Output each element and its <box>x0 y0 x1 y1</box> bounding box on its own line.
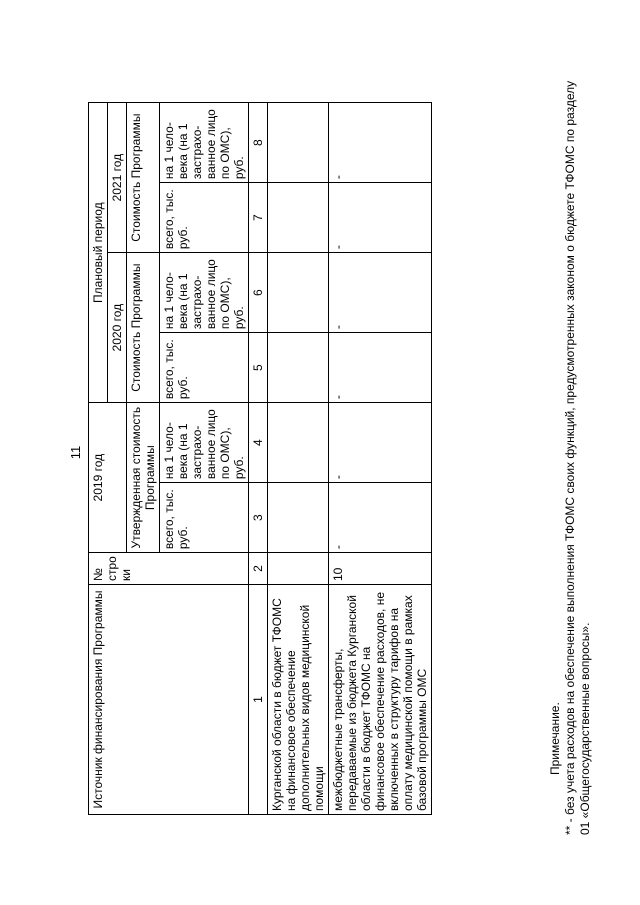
header-row-no: № стро ки <box>89 553 249 585</box>
header-year-2020: 2020 год <box>108 253 127 403</box>
header-program-cost-2021: Стоимость Программы <box>127 103 160 253</box>
row-value <box>268 253 329 333</box>
header-per-person-2021: на 1 чело-века (на 1 застрахо-ванное лицо по ОМС), руб. <box>160 103 249 183</box>
table-row <box>268 103 329 815</box>
row-value: - <box>329 483 432 553</box>
row-value <box>268 103 329 183</box>
header-planned-period: Плановый период <box>89 103 108 403</box>
col-num-5: 5 <box>249 333 268 403</box>
header-source: Источник финансирования Программы <box>89 585 249 815</box>
col-num-7: 7 <box>249 183 268 253</box>
header-program-cost-2020: Стоимость Программы <box>127 253 160 403</box>
row-value <box>268 483 329 553</box>
row-value: - <box>329 183 432 253</box>
header-per-person-2020: на 1 чело-века (на 1 застрахо-ванное лицо по ОМС), руб. <box>160 253 249 333</box>
row-value <box>268 183 329 253</box>
col-num-2: 2 <box>249 553 268 585</box>
header-year-2021: 2021 год <box>108 103 127 253</box>
header-total-2021: всего, тыс. руб. <box>160 183 249 253</box>
footnote-title: Примечание. <box>548 702 562 775</box>
page-number: 11 <box>68 445 83 460</box>
row-value <box>268 333 329 403</box>
row-number <box>268 553 329 585</box>
row-value: - <box>329 253 432 333</box>
row-value: - <box>329 403 432 483</box>
row-value <box>268 403 329 483</box>
row-number: 10 <box>329 553 432 585</box>
footnote <box>548 75 593 835</box>
row-value: - <box>329 103 432 183</box>
header-total-2019: всего, тыс. руб. <box>160 483 249 553</box>
table-row <box>329 103 432 815</box>
financing-table <box>88 102 432 815</box>
col-num-6: 6 <box>249 253 268 333</box>
col-num-4: 4 <box>249 403 268 483</box>
col-num-8: 8 <box>249 103 268 183</box>
row-label: Курганской области в бюджет ТФОМС на финансовое обеспечение дополнительных видов медицинской помощи <box>268 585 329 815</box>
header-approved-cost: Утвержденная стоимость Программы <box>127 403 160 553</box>
footnote-text: ** - без учета расходов на обеспечение выполнения ТФОМС своих функций, предусмотренных законом о бюджете ТФОМС по разделу 01 «Общегосударственные вопросы». <box>563 80 592 835</box>
row-label: межбюджетные трансферты, передаваемые из бюджета Курганской области в бюджет ТФОМС на финансовое обеспечение расходов, не включенных в структуру тарифов на оплату медицинской помощи в рамках базовой программы ОМС <box>329 585 432 815</box>
header-year-2019: 2019 год <box>89 403 127 553</box>
row-value: - <box>329 333 432 403</box>
col-num-1: 1 <box>249 585 268 815</box>
header-per-person-2019: на 1 чело-века (на 1 застрахо-ванное лицо по ОМС), руб. <box>160 403 249 483</box>
header-total-2020: всего, тыс. руб. <box>160 333 249 403</box>
col-num-3: 3 <box>249 483 268 553</box>
